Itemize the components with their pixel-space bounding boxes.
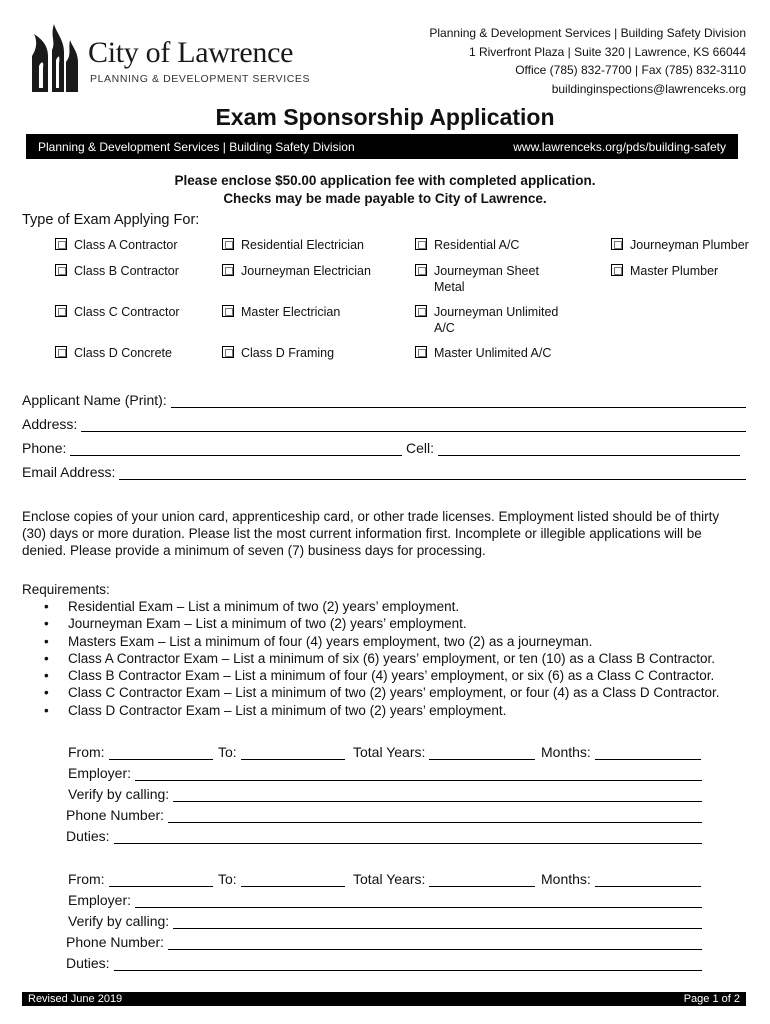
checkbox-icon[interactable] [222, 238, 234, 250]
banner-website: www.lawrenceks.org/pds/building-safety [513, 139, 726, 154]
requirements-title: Requirements: [22, 582, 110, 597]
exam-option-label: Journeyman Electrician [241, 264, 371, 278]
employment-1-phone [66, 804, 702, 823]
email-label: Email Address: [22, 464, 116, 480]
employment-1-employer [68, 762, 702, 781]
duties-label: Duties: [66, 828, 110, 844]
requirements-list [44, 598, 719, 719]
months-input[interactable] [595, 872, 701, 887]
total-years-input[interactable] [429, 872, 535, 887]
total-years-input[interactable] [429, 745, 535, 760]
checkbox-icon[interactable] [222, 346, 234, 358]
checkbox-icon[interactable] [611, 238, 623, 250]
employment-2-verify [68, 910, 702, 929]
phone-number-label: Phone Number: [66, 934, 165, 950]
email-input[interactable] [119, 465, 746, 480]
phone-number-input[interactable] [168, 935, 702, 950]
exam-option-label: Master Plumber [630, 264, 719, 278]
checkbox-icon[interactable] [55, 305, 67, 317]
from-label: From: [68, 871, 105, 887]
exam-option-label: Master Unlimited A/C [434, 346, 552, 360]
requirement-text: Class D Contractor Exam – List a minimum of two (2) years’ employment. [68, 702, 507, 718]
verify-input[interactable] [173, 787, 702, 802]
employment-2-months [541, 868, 701, 887]
employment-2-duties [66, 952, 702, 971]
employment-1-duties [66, 825, 702, 844]
months-label: Months: [541, 871, 591, 887]
exam-option-master-electrician[interactable] [222, 304, 340, 320]
contact-address: 1 Riverfront Plaza | Suite 320 | Lawrence, KS 66044 [468, 44, 746, 59]
contact-division: Planning & Development Services | Building Safety Division [429, 26, 746, 40]
months-label: Months: [541, 744, 591, 760]
exam-option-label: Master Electrician [241, 305, 341, 319]
checkbox-icon[interactable] [55, 264, 67, 276]
exam-option-master-unlimited-ac[interactable] [415, 345, 551, 361]
duties-input[interactable] [114, 829, 702, 844]
contact-block [429, 24, 746, 98]
address-label: Address: [22, 416, 78, 432]
to-label: To: [218, 744, 237, 760]
checkbox-icon[interactable] [55, 238, 67, 250]
page-number: Page 1 of 2 [683, 993, 740, 1005]
employment-1-to [218, 741, 345, 760]
employer-label: Employer: [68, 892, 132, 908]
contact-phone-fax: Office (785) 832-7700 | Fax (785) 832-3110 [515, 63, 746, 77]
employer-label: Employer: [68, 765, 132, 781]
exam-option-label: Journeyman Unlimited A/C [434, 305, 559, 335]
banner-division: Planning & Development Services | Building Safety Division [38, 139, 355, 154]
employment-2-employer [68, 889, 702, 908]
employment-2-from [68, 868, 213, 887]
checkbox-icon[interactable] [415, 264, 427, 276]
verify-label: Verify by calling: [68, 786, 170, 802]
page-title: Exam Sponsorship Application [215, 104, 555, 130]
fee-notice-line-1: Please enclose $50.00 application fee with completed application. [174, 173, 596, 188]
exam-option-residential-electrician[interactable] [222, 237, 364, 253]
requirement-text: Masters Exam – List a minimum of four (4) years employment, two (2) as a journeyman. [68, 633, 593, 649]
requirement-item: • Class B Contractor Exam – List a minimum of four (4) years’ employment, or six (6) as a Class C Contractor. [44, 668, 715, 684]
exam-option-label: Class D Framing [241, 346, 335, 360]
to-label: To: [218, 871, 237, 887]
phone-number-input[interactable] [168, 808, 702, 823]
cell-label: Cell: [406, 440, 435, 456]
total-years-label: Total Years: [353, 744, 426, 760]
city-flame-logo-icon [26, 22, 82, 94]
exam-option-class-a-contractor[interactable] [55, 237, 178, 253]
to-input[interactable] [241, 745, 345, 760]
employment-2-to [218, 868, 345, 887]
exam-option-journeyman-sheet-metal[interactable] [415, 263, 555, 295]
checkbox-icon[interactable] [415, 305, 427, 317]
requirement-text: Journeyman Exam – List a minimum of two (2) years’ employment. [68, 616, 467, 632]
exam-option-journeyman-unlimited-ac[interactable] [415, 304, 570, 336]
exam-type-label: Type of Exam Applying For: [22, 212, 200, 228]
address-field [22, 413, 746, 432]
to-input[interactable] [241, 872, 345, 887]
employment-1-total-years [353, 741, 535, 760]
checkbox-icon[interactable] [415, 346, 427, 358]
requirement-item: • Journeyman Exam – List a minimum of two (2) years’ employment. [44, 616, 467, 632]
revised-date: Revised June 2019 [28, 993, 123, 1005]
checkbox-icon[interactable] [415, 238, 427, 250]
exam-option-class-d-concrete[interactable] [55, 345, 172, 361]
requirement-item: • Class C Contractor Exam – List a minimum of two (2) years’ employment, or four (4) as a Class D Contractor. [44, 685, 720, 701]
email-field [22, 461, 746, 480]
applicant-name-input[interactable] [171, 393, 746, 408]
from-label: From: [68, 744, 105, 760]
employment-2-total-years [353, 868, 535, 887]
exam-option-residential-ac[interactable] [415, 237, 519, 253]
logo-city-name: City of Lawrence [88, 36, 294, 69]
exam-option-journeyman-electrician[interactable] [222, 263, 371, 279]
requirement-text: Class B Contractor Exam – List a minimum of four (4) years’ employment, or six (6) as a Class C Contractor. [68, 668, 715, 684]
requirement-text: Class A Contractor Exam – List a minimum of six (6) years’ employment, or ten (10) as a Class B Contractor. [68, 650, 715, 666]
verify-input[interactable] [173, 914, 702, 929]
exam-option-class-b-contractor[interactable] [55, 263, 179, 279]
checkbox-icon[interactable] [222, 264, 234, 276]
months-input[interactable] [595, 745, 701, 760]
cell-input[interactable] [438, 441, 740, 456]
checkbox-icon[interactable] [55, 346, 67, 358]
logo-subtitle: PLANNING & DEVELOPMENT SERVICES [90, 73, 311, 85]
exam-option-journeyman-plumber[interactable] [611, 237, 749, 253]
requirement-item: • Class A Contractor Exam – List a minimum of six (6) years’ employment, or ten (10) as a Class B Contractor. [44, 650, 715, 666]
employment-1-months [541, 741, 701, 760]
checkbox-icon[interactable] [222, 305, 234, 317]
employment-2-phone [66, 931, 702, 950]
applicant-name-field [22, 389, 746, 408]
exam-option-master-plumber[interactable] [611, 263, 718, 279]
exam-option-label: Class B Contractor [74, 264, 179, 278]
exam-option-label: Journeyman Sheet Metal [434, 264, 539, 294]
fee-notice [0, 172, 770, 208]
exam-option-class-d-framing[interactable] [222, 345, 334, 361]
from-input[interactable] [109, 745, 213, 760]
requirement-item: • Masters Exam – List a minimum of four (4) years employment, two (2) as a journeyman. [44, 633, 593, 649]
employer-input[interactable] [135, 766, 702, 781]
phone-input[interactable] [70, 441, 402, 456]
phone-field [22, 437, 402, 456]
requirement-text: Residential Exam – List a minimum of two (2) years’ employment. [68, 599, 460, 614]
employer-input[interactable] [135, 893, 702, 908]
requirement-item: • Class D Contractor Exam – List a minimum of two (2) years’ employment. [44, 702, 507, 718]
total-years-label: Total Years: [353, 871, 426, 887]
cell-field [406, 437, 740, 456]
requirement-item: • Residential Exam – List a minimum of two (2) years’ employment. [44, 599, 460, 614]
division-banner [26, 134, 738, 159]
exam-option-label: Class C Contractor [74, 305, 180, 319]
exam-option-class-c-contractor[interactable] [55, 304, 180, 320]
employment-1-verify [68, 783, 702, 802]
contact-email: buildinginspections@lawrenceks.org [551, 81, 746, 96]
duties-label: Duties: [66, 955, 110, 971]
exam-option-label: Class A Contractor [74, 238, 178, 252]
applicant-name-label: Applicant Name (Print): [22, 392, 167, 408]
requirement-text: Class C Contractor Exam – List a minimum of two (2) years’ employment, or four (4) as a Class D Contractor. [68, 685, 720, 701]
verify-label: Verify by calling: [68, 913, 170, 929]
instructions-paragraph: Enclose copies of your union card, apprenticeship card, or other trade licenses. Employment listed should be of thirty (30) days or more duration. Please list the most current information first. Incomplete or illegible applications will be denied. Please provide a minimum of seven (7) business days for processing. [22, 509, 720, 558]
exam-option-label: Residential Electrician [241, 238, 364, 252]
exam-option-label: Journeyman Plumber [630, 238, 749, 252]
exam-option-label: Class D Concrete [74, 346, 172, 360]
phone-number-label: Phone Number: [66, 807, 165, 823]
phone-label: Phone: [22, 440, 67, 456]
city-logo [26, 22, 316, 94]
checkbox-icon[interactable] [611, 264, 623, 276]
address-input[interactable] [81, 417, 746, 432]
employment-1-from [68, 741, 213, 760]
from-input[interactable] [109, 872, 213, 887]
page-footer [22, 992, 746, 1006]
duties-input[interactable] [114, 956, 702, 971]
exam-option-label: Residential A/C [434, 238, 520, 252]
fee-notice-line-2: Checks may be made payable to City of Lawrence. [223, 191, 547, 206]
